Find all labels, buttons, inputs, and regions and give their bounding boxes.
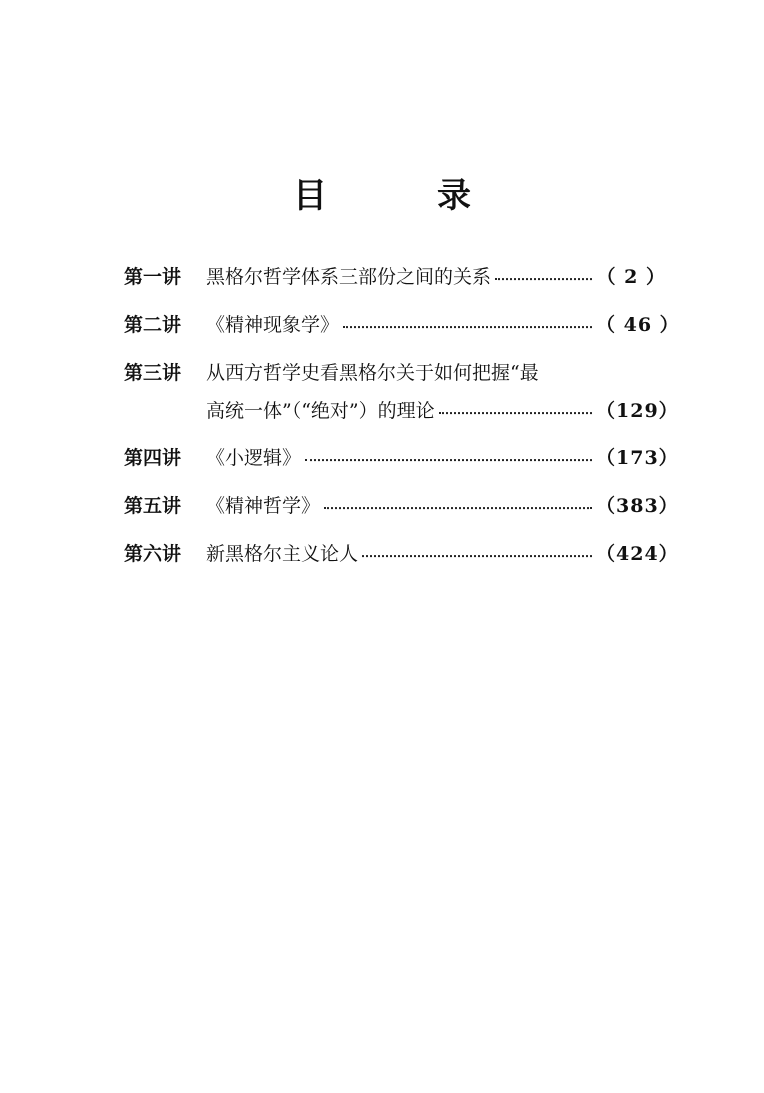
lecture-label: 第四讲 [124, 447, 182, 469]
page-number: （129） [596, 400, 679, 422]
lecture-title-line2: 高统一体”（“绝对”）的理论 [206, 400, 435, 422]
title-char-right: 录 [437, 176, 471, 216]
lecture-title-line1: 从西方哲学史看黑格尔关于如何把握“最 [206, 362, 539, 384]
lecture-label: 第三讲 [124, 362, 182, 384]
lecture-label: 第六讲 [124, 543, 182, 565]
title-char-left: 目 [293, 176, 327, 216]
toc-entry-1[interactable] [124, 262, 666, 290]
table-of-contents [124, 262, 680, 587]
lecture-title: 黑格尔哲学体系三部份之间的关系 [206, 266, 492, 288]
lecture-label: 第二讲 [124, 314, 182, 336]
toc-entry-5[interactable] [124, 491, 679, 519]
dot-leader [439, 401, 592, 413]
dot-leader [343, 316, 592, 328]
dot-leader [324, 497, 592, 509]
toc-entry-6[interactable] [124, 539, 679, 567]
toc-entry-3[interactable] [124, 358, 679, 423]
page-number: （ 2 ） [596, 266, 666, 288]
toc-entry-4[interactable] [124, 443, 679, 471]
lecture-label: 第五讲 [124, 495, 182, 517]
lecture-title: 《小逻辑》 [206, 447, 302, 469]
dot-leader [495, 268, 592, 280]
page-number: （383） [596, 495, 679, 517]
page-number: （424） [596, 543, 679, 565]
dot-leader [305, 449, 592, 461]
page-number: （173） [596, 447, 679, 469]
lecture-label: 第一讲 [124, 266, 182, 288]
lecture-title: 《精神哲学》 [206, 495, 321, 517]
page-title [0, 168, 764, 217]
dot-leader [362, 545, 592, 557]
page-number: （ 46 ） [596, 314, 680, 336]
lecture-title: 《精神现象学》 [206, 314, 340, 336]
lecture-title: 新黑格尔主义论人 [206, 543, 359, 565]
toc-entry-2[interactable] [124, 310, 680, 338]
